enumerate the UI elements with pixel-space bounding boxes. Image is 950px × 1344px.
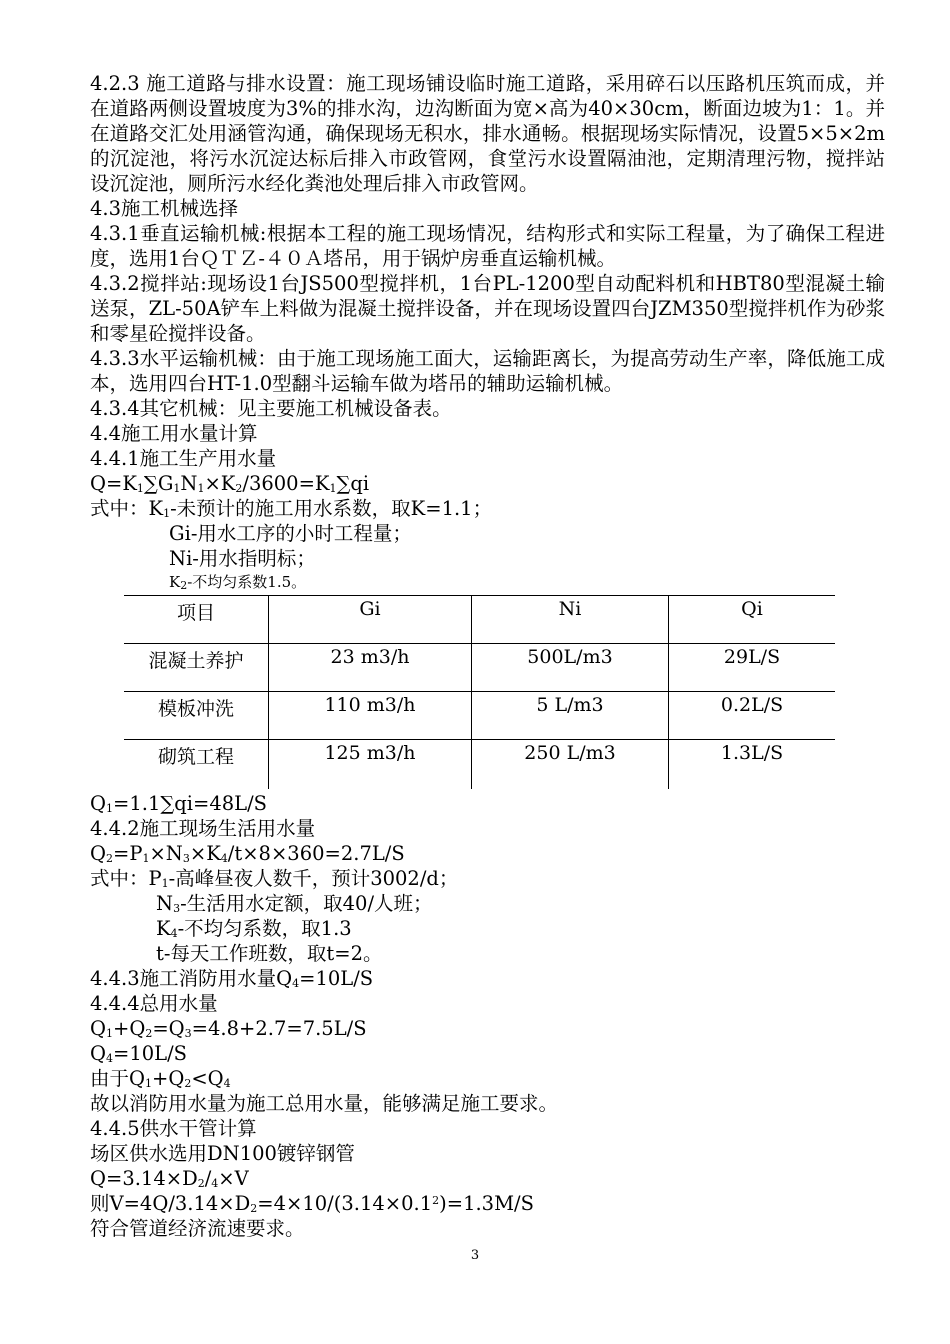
table-cell: 5 L/m3	[472, 692, 669, 740]
paragraph-4-3-3: 4.3.3水平运输机械：由于施工现场施工面大，运输距离长，为提高劳动生产率，降低施工成本，选用四台HT-1.0型翻斗运输车做为塔吊的辅助运输机械。	[90, 347, 885, 395]
table-cell: 模板冲洗	[124, 692, 269, 740]
table-row	[124, 740, 835, 790]
def-k2: $K_2-$不均匀系数1.5。	[169, 573, 307, 592]
table-cell: 23 m3/h	[269, 644, 472, 692]
heading-4-3: 4.3施工机械选择	[90, 197, 239, 220]
table-cell: 0.2L/S	[669, 692, 836, 740]
def-n3: $N_3-$生活用水定额，取40/人班；	[156, 892, 433, 915]
table-cell: 混凝土养护	[124, 644, 269, 692]
formula-q: $Q=K_1\sum G_1N_1\times K_2/3600=K_1\sum qi$	[90, 472, 370, 495]
water-usage-table	[124, 595, 835, 789]
heading-4-4-2: 4.4.2施工现场生活用水量	[90, 817, 316, 840]
def-k4: $K_4-$不均匀系数，取1.3	[156, 917, 352, 940]
table-cell: 1.3L/S	[669, 740, 836, 790]
table-cell: 砌筑工程	[124, 740, 269, 790]
table-row	[124, 644, 835, 692]
table-cell: 125 m3/h	[269, 740, 472, 790]
table-header-cell: Ni	[472, 596, 669, 644]
heading-4-4: 4.4施工用水量计算	[90, 422, 258, 445]
table-header-cell: Qi	[669, 596, 836, 644]
where-p1: 式中：$P_1-$高峰昼夜人数千，预计3002/d；	[90, 867, 459, 890]
def-gi: Gi-用水工序的小时工程量；	[169, 522, 412, 545]
heading-4-4-3: 4.4.3施工消防用水量$Q_4=10L/S$	[90, 967, 374, 990]
def-t: t-每天工作班数，取t=2。	[156, 942, 383, 965]
table-cell: 250 L/m3	[472, 740, 669, 790]
formula-q2: $Q_2=P_1\times N_3\times K_4/t\times 8\times 360=2.7L/S$	[90, 842, 405, 865]
formula-q4: $Q_4=10L/S$	[90, 1042, 188, 1065]
conclusion: 故以消防用水量为施工总用水量，能够满足施工要求。	[90, 1092, 559, 1115]
page-number: 3	[470, 1248, 480, 1263]
heading-4-4-1: 4.4.1施工生产用水量	[90, 447, 277, 470]
document-body	[90, 71, 885, 1241]
formula-q1: $Q_1=1.1\sum qi=48L/S$	[90, 792, 268, 815]
table-header-cell: Gi	[269, 596, 472, 644]
paragraph-4-3-4: 4.3.4其它机械：见主要施工机械设备表。	[90, 397, 452, 420]
heading-4-4-5: 4.4.5供水干管计算	[90, 1117, 257, 1140]
table-cell: 500L/m3	[472, 644, 669, 692]
table-header-row	[124, 596, 835, 644]
paragraph-4-2-3: 4.2.3 施工道路与排水设置：施工现场铺设临时施工道路，采用碎石以压路机压筑而成，并在道路两侧设置坡度为3%的排水沟，边沟断面为宽×高为40×30cm，断面边坡为1：1。并在道路交汇处用涵管沟通，确保现场无积水，排水通畅。根据现场实际情况，设置5×5×2m的沉淀池，将污水沉淀达标后排入市政管网，食堂污水设置隔油池，定期清理污物，搅拌站设沉淀池，厕所污水经化粪池处理后排入市政管网。	[90, 72, 885, 195]
formula-sum: $Q_1+Q_2=Q_3=4.8+2.7=7.5L/S$	[90, 1017, 367, 1040]
formula-velocity: 则$V=4Q/3.14\times D_2=4\times 10/(3.14\times 0.1^2)=1.3M/S$	[90, 1192, 534, 1215]
paragraph-4-3-2: 4.3.2搅拌站:现场设1台JS500型搅拌机，1台PL-1200型自动配料机和HBT80型混凝土输送泵，ZL-50A铲车上料做为混凝土搅拌设备，并在现场设置四台JZM350型搅拌机作为砂浆和零星砼搅拌设备。	[90, 272, 885, 345]
table-cell: 110 m3/h	[269, 692, 472, 740]
velocity-ok: 符合管道经济流速要求。	[90, 1217, 305, 1240]
table-header-cell: 项目	[124, 596, 269, 644]
heading-4-4-4: 4.4.4总用水量	[90, 992, 218, 1015]
paragraph-4-3-1: 4.3.1垂直运输机械:根据本工程的施工现场情况，结构形式和实际工程量，为了确保工程进度，选用1台ＱＴＺ-４０Ａ塔吊，用于锅炉房垂直运输机械。	[90, 222, 885, 270]
comparison: 由于$Q_1+Q_2<Q_4$	[90, 1067, 231, 1090]
table-cell: 29L/S	[669, 644, 836, 692]
def-ni: Ni-用水指明标；	[169, 547, 316, 570]
where-k1: 式中：$K_1-$未预计的施工用水系数，取K=1.1；	[90, 497, 493, 520]
table-row	[124, 692, 835, 740]
pipe-selection: 场区供水选用DN100镀锌钢管	[90, 1142, 355, 1165]
formula-flow: $Q=3.14\times D_2/_4\times V$	[90, 1167, 249, 1190]
